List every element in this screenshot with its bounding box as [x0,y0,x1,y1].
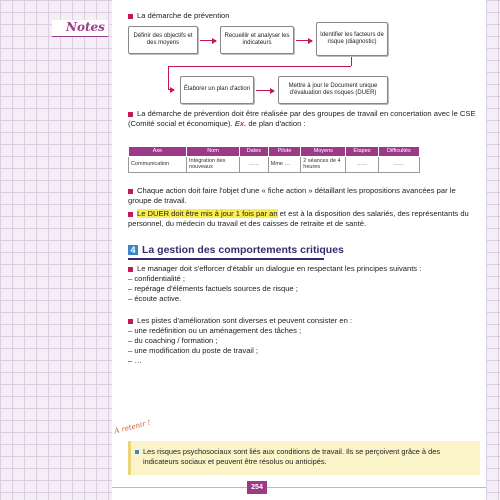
table-row [129,156,420,172]
section-underline [128,258,324,260]
list-item: – écoute active. [128,294,182,303]
column-header: Nom [187,147,240,157]
bullet-square-icon [135,450,139,454]
paragraph-fiche-action: Chaque action doit faire l'objet d'une « fiche action » détaillant les propositions avancées par le groupe de travail. [128,186,456,205]
column-header: Difficultés [378,147,419,157]
section-heading: 4 La gestion des comportements critiques [128,245,344,255]
list-item: – du coaching / formation ; [128,336,218,345]
table-cell: Mme … [268,156,301,172]
bullet-square-icon [128,212,133,217]
bullet-square-icon [128,189,133,194]
connector-line [168,66,351,67]
table-header-row [129,147,420,157]
key-takeaway-text: Les risques psychosociaux sont liés aux conditions de travail. Ils se perçoivent grâce à des indicateurs sociaux et peuvent être résolus ou anticipés. [143,447,441,466]
flow-box-action-plan: Élaborer un plan d'action [180,76,254,104]
flow-box-objectives: Définir des objectifs et des moyens [128,26,198,54]
section-number: 4 [128,245,138,255]
notes-tab: Notes [52,20,108,37]
column-header: Dates [240,147,269,157]
key-takeaway-box [128,441,480,475]
list-item: – … [128,356,142,365]
paragraph-duer: Le DUER doit être mis à jour 1 fois par an et est à la disposition des salariés, des représentants du personnel, du médecin du travail et des caisses de retraite et de santé. [128,209,469,228]
notes-margin [0,0,112,500]
table-cell: 2 séances de 4 heures [301,156,346,172]
column-header: Axe [129,147,187,157]
table-cell: …… [346,156,378,172]
paragraph-improvement: Les pistes d'amélioration sont diverses et peuvent consister en : – une redéfinition ou un aménagement des tâches ; – du coaching / formation ; – une modification du poste de travail ; – … [128,316,480,366]
column-header: Pilote [268,147,301,157]
paragraph-working-groups: La démarche de prévention doit être réalisée par des groupes de travail en concertation avec le CSE (Comité social et économique). Ex. de plan d'action : [128,109,476,128]
flow-box-indicators: Recueillir et analyser les indicateurs [220,26,294,54]
table-cell: …… [378,156,419,172]
flow-box-risk-factors: Identifier les facteurs de risque (diagnostic) [316,22,388,56]
table-cell: …… [240,156,269,172]
bullet-square-icon [128,112,133,117]
table-cell: Communication [129,156,187,172]
list-item: – une redéfinition ou un aménagement des tâches ; [128,326,302,335]
list-item: – une modification du poste de travail ; [128,346,259,355]
right-margin-strip [486,0,500,500]
arrow-right-icon [296,40,312,41]
arrow-right-icon [256,90,274,91]
paragraph-dialogue: Le manager doit s'efforcer d'établir un dialogue en respectant les principes suivants : – confidentialité ; – repérage d'éléments factuels sources de risque ; – écoute active. [128,264,480,304]
list-item: – confidentialité ; [128,274,185,283]
footer-rule [112,487,486,488]
bullet-square-icon [128,14,133,19]
column-header: Étapes [346,147,378,157]
arrow-right-icon [168,89,174,90]
flow-section-heading: La démarche de prévention [128,11,480,21]
connector-line [351,57,352,66]
page-number: 254 [247,481,267,494]
arrow-right-icon [200,40,216,41]
column-header: Moyens [301,147,346,157]
highlighted-text: Le DUER doit être mis à jour 1 fois par an [137,209,278,218]
bullet-square-icon [128,319,133,324]
flow-box-duer-update: Mettre à jour le Document unique d'évaluation des risques (DUER) [278,76,388,104]
list-item: – repérage d'éléments factuels sources de risque ; [128,284,298,293]
a-retenir-label: À retenir ! [113,418,152,436]
bullet-square-icon [128,267,133,272]
table-cell: Intégration des nouveaux [187,156,240,172]
action-plan-table [128,146,420,173]
connector-line [168,66,169,89]
